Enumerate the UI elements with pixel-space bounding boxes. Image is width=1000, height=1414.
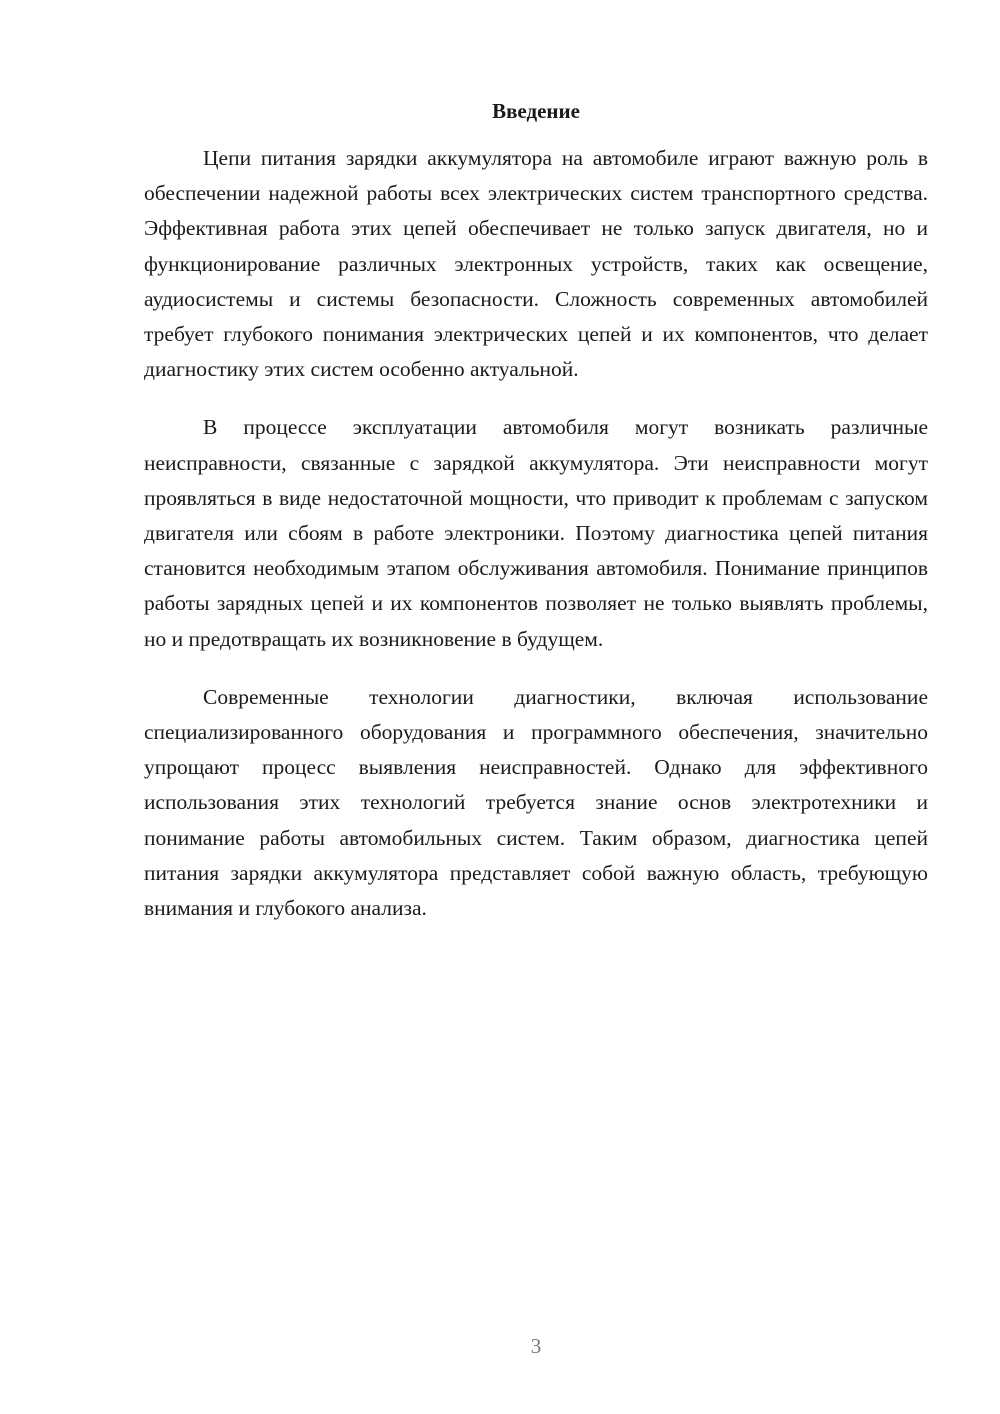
document-body: [144, 141, 928, 949]
section-heading: Введение: [492, 99, 580, 123]
paragraph-1: Цепи питания зарядки аккумулятора на автомобиле играют важную роль в обеспечении надежной работы всех электрических систем транспортного средства. Эффективная работа этих цепей обеспечивает не только запуск двигателя, но и функционирование различных электронных устройств, таких как освещение, аудиосистемы и системы безопасности. Сложность современных автомобилей требует глубокого понимания электрических цепей и их компонентов, что делает диагностику этих систем особенно актуальной.: [144, 146, 928, 382]
paragraph-3: Современные технологии диагностики, включая использование специализированного оборудования и программного обеспечения, значительно упрощают процесс выявления неисправностей. Однако для эффективного использования этих технологий требуется знание основ электротехники и понимание работы автомобильных систем. Таким образом, диагностика цепей питания зарядки аккумулятора представляет собой важную область, требующую внимания и глубокого анализа.: [144, 684, 928, 921]
paragraph-2: В процессе эксплуатации автомобиля могут возникать различные неисправности, связанные с зарядкой аккумулятора. Эти неисправности могут проявляться в виде недостаточной мощности, что приводит к проблемам с запуском двигателя или сбоям в работе электроники. Поэтому диагностика цепей питания становится необходимым этапом обслуживания автомобиля. Понимание принципов работы зарядных цепей и их компонентов позволяет не только выявлять проблемы, но и предотвращать их возникновение в будущем.: [144, 415, 928, 651]
page-number: 3: [530, 1334, 542, 1358]
